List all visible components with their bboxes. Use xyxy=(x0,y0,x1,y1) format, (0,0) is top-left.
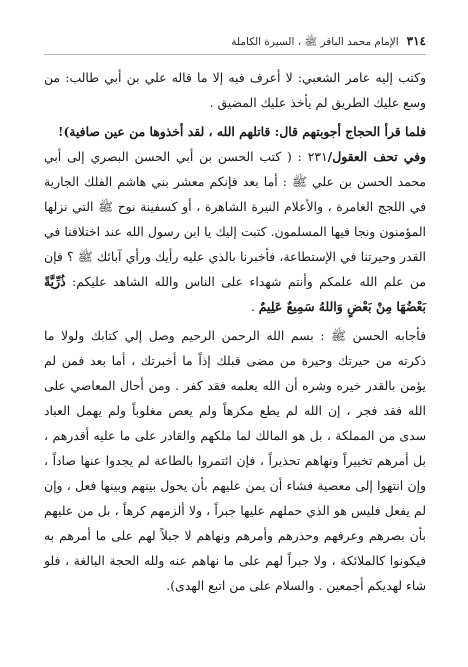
paragraph-text: وكتب إليه عامر الشعبي: لا أعرف فيه إلا ما قاله علي بن أبي طالب: من وسع عليك الطريق لم يأخذ عليك المضيق . xyxy=(44,70,426,110)
paragraph-hasan-reply xyxy=(44,323,426,598)
paragraph-hasan-basri-letter xyxy=(44,144,426,319)
paragraph-text: فلما قرأ الحجاج أجوبتهم قال: قاتلهم الله ، لقد أخذوها من عين صافية)! xyxy=(58,124,426,139)
paragraph-hajjaj-reaction xyxy=(44,119,426,144)
source-citation: وفي تحف العقول/ xyxy=(327,149,426,164)
paragraph-tail: . xyxy=(250,299,259,314)
running-header-title: الإمام محمد الباقر ﷺ ، السيرة الكاملة xyxy=(231,36,399,48)
quran-verse: ذُرِّيَّةً بَعْضُهَا مِنْ بَعْضٍ وَاللهُ سَمِيعٌ عَلِيمٌ xyxy=(44,274,426,314)
running-header xyxy=(44,34,426,55)
paragraph-text: ٢٣١ : ( كتب الحسن بن أبي الحسن البصري إلى أبي محمد الحسن بن علي ﷺ : أما بعد فإنكم معشر بني هاشم الفلك الجارية في اللجج الغامرة ، والأعلام النيرة الشاهرة ، أو كسفينة نوح ﷺ التي نزلها المؤمنون ونجا فيها المسلمون. كتبت إليك يا ابن رسول الله عند اختلافنا في القدر وحيرتنا في الإستطاعة، فأخبرنا بالذي عليه رأيك ورأي آبائك ﷺ ؟ فإن من علم الله علمكم وأنتم شهداء على الناس والله الشاهد عليكم: xyxy=(44,149,426,289)
page-number: ٣١٤ xyxy=(406,34,426,48)
paragraph-shabi-letter xyxy=(44,65,426,115)
document-body xyxy=(44,65,426,598)
paragraph-text: فأجابه الحسن ﷺ : بسم الله الرحمن الرحيم وصل إلي كتابك ولولا ما ذكرته من حيرتك وحيرة من مضى قبلك إذاً ما أخبرتك ، أما بعد فمن لم يؤمن بالقدر خيره وشره أن الله يعلمه فقد كفر . ومن أحال المعاصي على الله فقد فجر ، إن الله لم يطع مكرهاً ولم يعص مغلوباً ولم يهمل العباد سدى من المملكة ، بل هو المالك لما ملكهم والقادر على ما عليه أقدرهم ، بل أمرهم تخييراً ونهاهم تحذيراً ، فإن ائتمروا بالطاعة لم يجدوا عنها صاداً ، وإن انتهوا إلى معصية فشاء أن يمن عليهم بأن يحول بينهم وبينها فعل ، وإن لم يفعل فليس هو الذي حملهم عليها جبراً ، ولا ألزمهم كرهاً ، بل من عليهم بأن بصرهم وعرفهم وحذرهم وأمرهم ونهاهم لا جبلاً لهم على ما أمرهم به فيكونوا كالملائكة ، ولا جبراً لهم على ما نهاهم عنه ولله الحجة البالغة ، فلو شاء لهديكم أجمعين . والسلام على من اتبع الهدى). xyxy=(44,328,426,593)
document-page xyxy=(44,34,426,598)
